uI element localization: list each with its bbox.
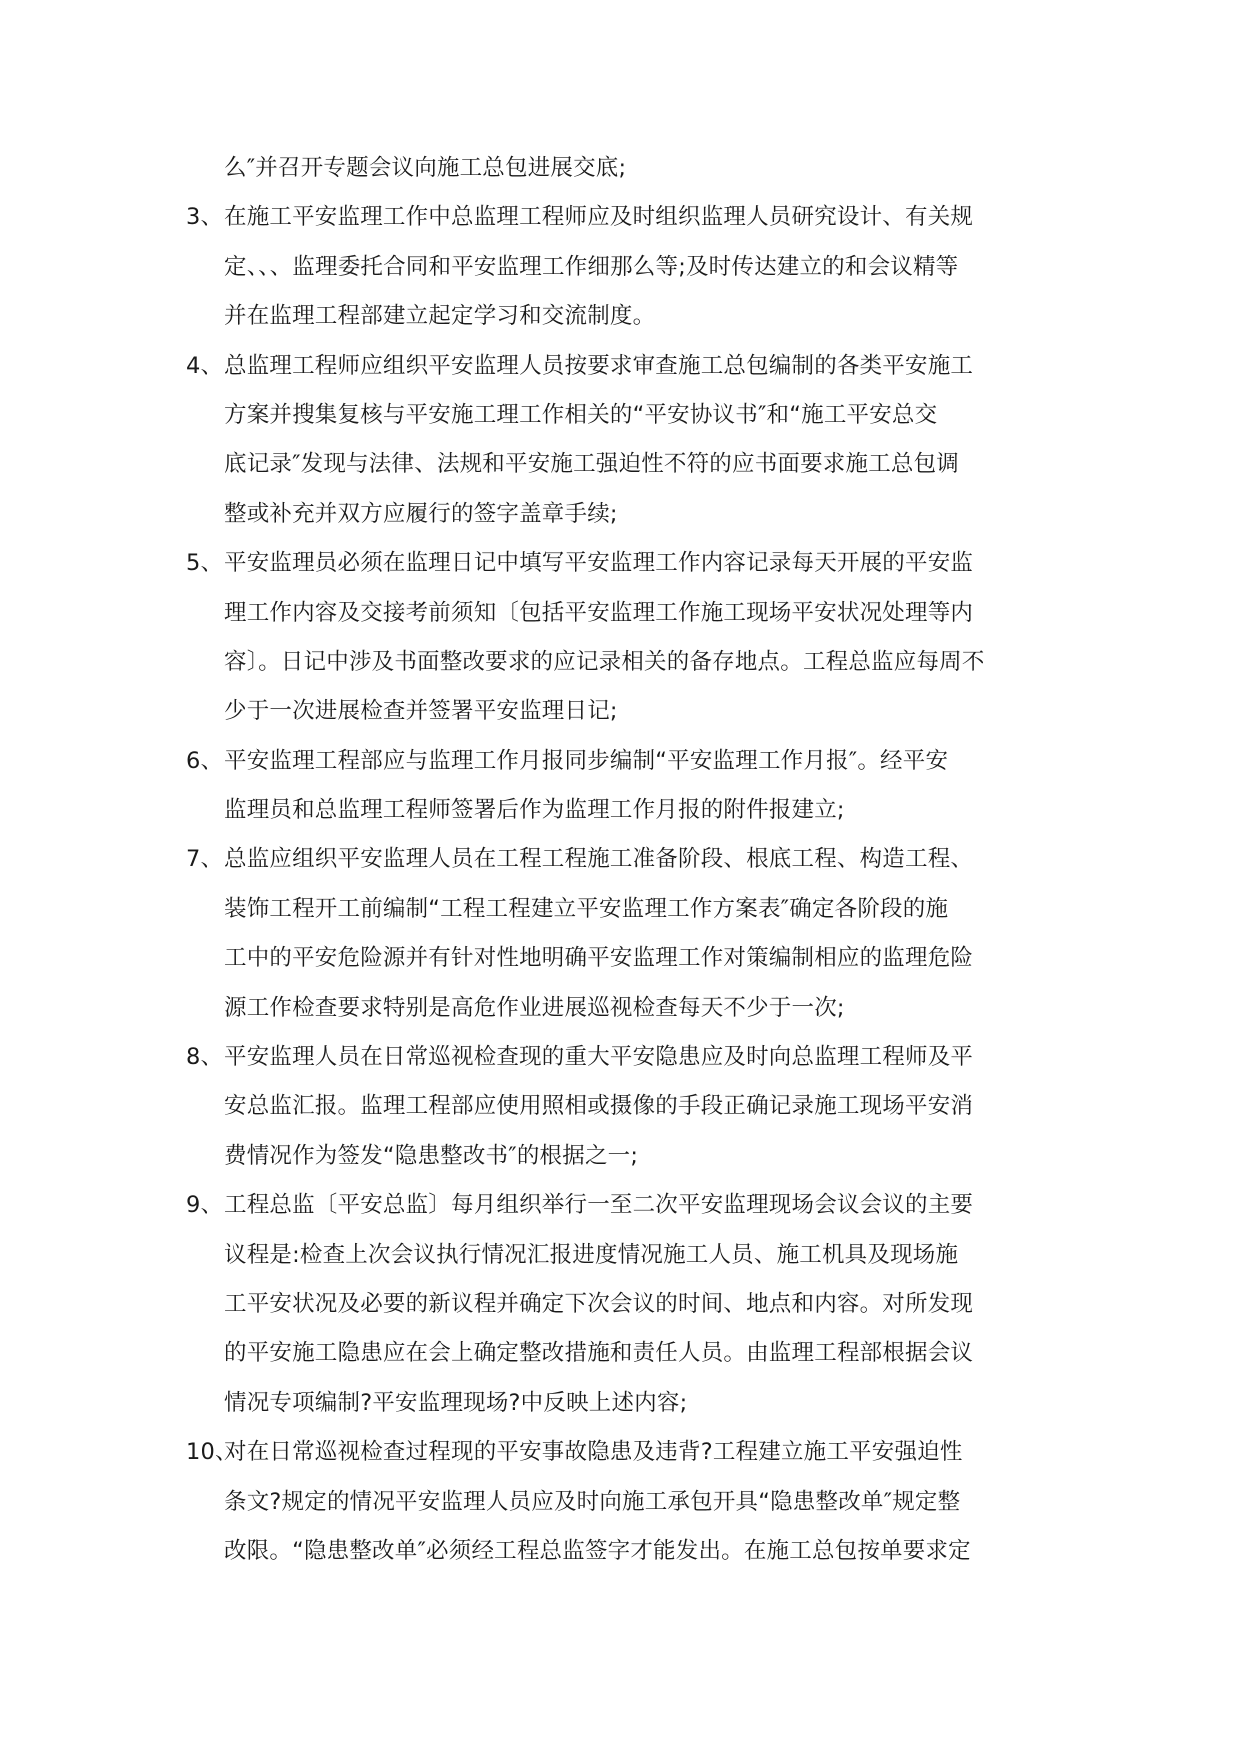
text-line: [186, 1329, 1062, 1378]
line-text: 改限。“隐患整改单″必须经工程总监签字才能发出。在施工总包按单要求定: [224, 1537, 971, 1564]
line-text: 监理员和总监理工程师签署后作为监理工作月报的附件报建立;: [224, 797, 845, 824]
item-number: 4、: [186, 352, 224, 379]
text-line: [186, 539, 1062, 588]
text-line: [186, 1033, 1062, 1082]
text-line: [186, 342, 1062, 391]
text-line: [186, 984, 1062, 1033]
text-line: [186, 1527, 1062, 1576]
line-text: 总监理工程师应组织平安监理人员按要求审查施工总包编制的各类平安施工: [224, 352, 974, 379]
text-line: [186, 440, 1062, 489]
line-text: 情况专项编制?平安监理现场?中反映上述内容;: [224, 1389, 688, 1416]
item-number: 3、: [186, 204, 224, 231]
text-line: [186, 1132, 1062, 1181]
item-number: 5、: [186, 550, 224, 577]
line-text: 定、、、监理委托合同和平安监理工作细那么等;及时传达建立的和会议精等: [224, 253, 959, 280]
line-text: 工中的平安危险源并有针对性地明确平安监理工作对策编制相应的监理危险: [224, 945, 974, 972]
text-line: [186, 1231, 1062, 1280]
line-text: 整或补充并双方应履行的签字盖章手续;: [224, 500, 618, 527]
line-text: 对在日常巡视检查过程现的平安事故隐患及违背?工程建立施工平安强迫性: [224, 1439, 963, 1466]
line-text: 源工作检查要求特别是高危作业进展巡视检查每天不少于一次;: [224, 994, 845, 1021]
text-line: [186, 786, 1062, 835]
text-line: [186, 490, 1062, 539]
text-line: [186, 1379, 1062, 1428]
item-number: 9、: [186, 1192, 224, 1219]
line-text: 工程总监〔平安总监〕每月组织举行一至二次平安监理现场会议会议的主要: [224, 1192, 974, 1219]
text-line: [186, 589, 1062, 638]
line-text: 的平安施工隐患应在会上确定整改措施和责任人员。由监理工程部根据会议: [224, 1340, 974, 1367]
text-line: [186, 292, 1062, 341]
text-line: [186, 835, 1062, 884]
line-text: 么″并召开专题会议向施工总包进展交底;: [224, 155, 627, 181]
text-line: [186, 391, 1062, 440]
line-text: 方案并搜集复核与平安施工理工作相关的“平安协议书″和“施工平安总交: [224, 401, 938, 428]
item-number: 7、: [186, 846, 224, 873]
line-text: 条文?规定的情况平安监理人员应及时向施工承包开具“隐患整改单″规定整: [224, 1488, 961, 1515]
line-text: 安总监汇报。监理工程部应使用照相或摄像的手段正确记录施工现场平安消: [224, 1093, 974, 1120]
text-line: [186, 638, 1062, 687]
text-line: [186, 144, 1062, 193]
line-text: 底记录″发现与法律、法规和平安施工强迫性不符的应书面要求施工总包调: [224, 451, 960, 478]
line-text: 理工作内容及交接考前须知〔包括平安监理工作施工现场平安状况处理等内: [224, 599, 974, 626]
text-line: [186, 934, 1062, 983]
line-text: 少于一次进展检查并签署平安监理日记;: [224, 698, 618, 725]
text-line: [186, 193, 1062, 242]
line-text: 在施工平安监理工作中总监理工程师应及时组织监理人员研究设计、有关规: [224, 204, 974, 231]
text-line: [186, 737, 1062, 786]
line-text: 平安监理人员在日常巡视检查现的重大平安隐患应及时向总监理工程师及平: [224, 1044, 974, 1071]
line-text: 议程是:检查上次会议执行情况汇报进度情况施工人员、施工机具及现场施: [224, 1241, 959, 1268]
text-line: [186, 885, 1062, 934]
text-line: [186, 687, 1062, 736]
item-number: 6、: [186, 747, 224, 774]
line-text: 平安监理员必须在监理日记中填写平安监理工作内容记录每天开展的平安监: [224, 550, 974, 577]
line-text: 费情况作为签发“隐患整改书″的根据之一;: [224, 1142, 639, 1169]
line-text: 总监应组织平安监理人员在工程工程施工准备阶段、根底工程、构造工程、: [224, 846, 974, 873]
item-number: 10、: [186, 1439, 238, 1466]
document-body: [186, 144, 1062, 1576]
line-text: 平安监理工程部应与监理工作月报同步编制“平安监理工作月报″。经平安: [224, 747, 949, 774]
text-line: [186, 1082, 1062, 1131]
text-line: [186, 1181, 1062, 1230]
text-line: [186, 1280, 1062, 1329]
text-line: [186, 1428, 1062, 1477]
text-line: [186, 243, 1062, 292]
line-text: 工平安状况及必要的新议程并确定下次会议的时间、地点和内容。对所发现: [224, 1290, 974, 1317]
line-text: 并在监理工程部建立起定学习和交流制度。: [224, 303, 656, 330]
text-line: [186, 1478, 1062, 1527]
line-text: 容〕。日记中涉及书面整改要求的应记录相关的备存地点。工程总监应每周不: [224, 648, 985, 675]
item-number: 8、: [186, 1044, 224, 1071]
line-text: 装饰工程开工前编制“工程工程建立平安监理工作方案表″确定各阶段的施: [224, 895, 949, 922]
